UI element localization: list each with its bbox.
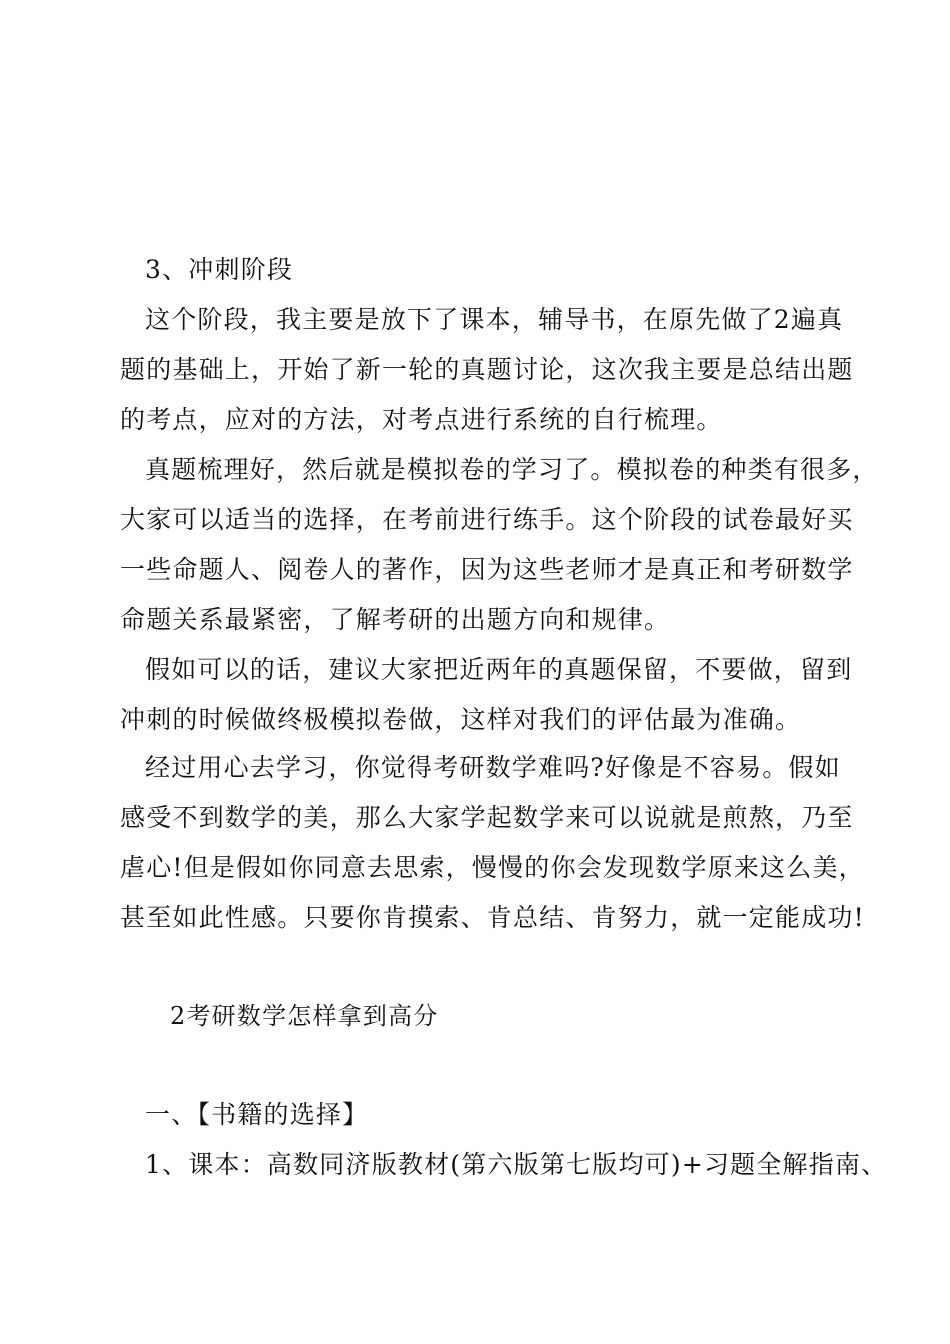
- paragraph-line: 真题梳理好，然后就是模拟卷的学习了。模拟卷的种类有很多，: [145, 455, 879, 484]
- paragraph-line: 甚至如此性感。只要你肯摸索、肯总结、肯努力，就一定能成功!: [120, 903, 865, 932]
- paragraph-line: 这个阶段，我主要是放下了课本，辅导书，在原先做了2遍真: [145, 305, 844, 334]
- books-item-1: 1、课本：高数同济版教材(第六版第七版均可)+习题全解指南、: [145, 1150, 888, 1179]
- paragraph-line: 的考点，应对的方法，对考点进行系统的自行梳理。: [120, 405, 723, 434]
- paragraph-line: 大家可以适当的选择，在考前进行练手。这个阶段的试卷最好买: [120, 505, 854, 534]
- paragraph-line: 感受不到数学的美，那么大家学起数学来可以说就是煎熬，乃至: [120, 803, 854, 832]
- paragraph-line: 经过用心去学习，你觉得考研数学难吗?好像是不容易。假如: [145, 753, 841, 782]
- paragraph-line: 冲刺的时候做终极模拟卷做，这样对我们的评估最为准确。: [120, 705, 802, 734]
- section-heading-sprint: 3、冲刺阶段: [145, 255, 294, 284]
- paragraph-line: 虐心!但是假如你同意去思索，慢慢的你会发现数学原来这么美，: [120, 853, 865, 882]
- books-heading: 一、【书籍的选择】: [145, 1100, 369, 1129]
- paragraph-line: 假如可以的话，建议大家把近两年的真题保留，不要做，留到: [145, 655, 853, 684]
- paragraph-line: 一些命题人、阅卷人的著作，因为这些老师才是真正和考研数学: [120, 555, 854, 584]
- paragraph-line: 命题关系最紧密，了解考研的出题方向和规律。: [120, 605, 671, 634]
- paragraph-line: 题的基础上，开始了新一轮的真题讨论，这次我主要是总结出题: [120, 355, 854, 384]
- article-title: 2考研数学怎样拿到高分: [170, 1002, 439, 1030]
